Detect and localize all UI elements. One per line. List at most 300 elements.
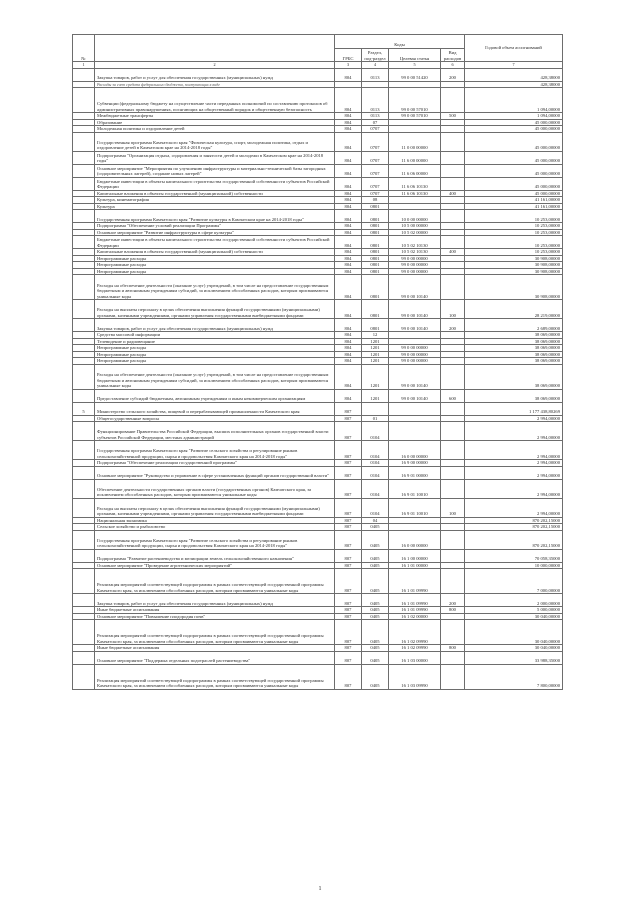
cell-vr bbox=[441, 177, 465, 190]
cell-vr: 400 bbox=[441, 190, 465, 197]
header-grbs: ГРБС bbox=[335, 48, 362, 62]
cell-grbs: 804 bbox=[335, 268, 362, 275]
cell-rz: 0801 bbox=[362, 223, 389, 230]
column-index: 1 bbox=[73, 62, 95, 69]
cell-name: Непрограммные расходы bbox=[95, 255, 335, 262]
cell-rz: 08 bbox=[362, 197, 389, 204]
cell-sum: 2 994,00000 bbox=[465, 441, 563, 460]
cell-rz bbox=[362, 402, 389, 415]
cell-rz: 0405 bbox=[362, 664, 389, 689]
cell-grbs: 804 bbox=[335, 210, 362, 223]
cell-rz: 0405 bbox=[362, 613, 389, 620]
cell-rz: 0405 bbox=[362, 645, 389, 652]
cell-num bbox=[73, 236, 95, 249]
cell-cs: 16 1 01 09990 bbox=[389, 569, 441, 594]
cell-grbs: 804 bbox=[335, 262, 362, 269]
cell-num bbox=[73, 132, 95, 151]
cell-cs: 11 6 06 00000 bbox=[389, 164, 441, 177]
cell-sum: 30 040,00000 bbox=[465, 613, 563, 620]
cell-rz: 07 bbox=[362, 119, 389, 126]
cell-rz: 0113 bbox=[362, 88, 389, 113]
table-row bbox=[73, 466, 563, 479]
cell-grbs: 807 bbox=[335, 594, 362, 607]
cell-rz: 12 bbox=[362, 332, 389, 339]
cell-cs: 16 0 00 00000 bbox=[389, 530, 441, 549]
cell-name: Иные бюджетные ассигнования bbox=[95, 645, 335, 652]
column-index: 4 bbox=[362, 62, 389, 69]
cell-sum: 10 253,00000 bbox=[465, 236, 563, 249]
table-row bbox=[73, 210, 563, 223]
cell-grbs: 807 bbox=[335, 517, 362, 524]
cell-vr: 100 bbox=[441, 300, 465, 319]
cell-rz: 04 bbox=[362, 517, 389, 524]
cell-name: Реализация мероприятий соответствующей подпрограммы в рамках соответствующей государственной программы Камчатского края, за исключением обособленных расходов, которым присваиваются уникальные коды bbox=[95, 664, 335, 689]
cell-sum: 2 994,00000 bbox=[465, 479, 563, 498]
cell-cs: 16 9 01 00000 bbox=[389, 466, 441, 479]
cell-sum: 70 058,35000 bbox=[465, 549, 563, 562]
table-row bbox=[73, 569, 563, 594]
cell-sum: 41 161,00000 bbox=[465, 203, 563, 210]
cell-name: Основное мероприятие "Развитие инфраструктуры в сфере культуры" bbox=[95, 229, 335, 236]
cell-name: Культура bbox=[95, 203, 335, 210]
cell-name: Реализация мероприятий соответствующей подпрограммы в рамках соответствующей государственной программы Камчатского края, за исключением обособленных расходов, которым присваиваются уникальные коды bbox=[95, 620, 335, 645]
cell-vr: 100 bbox=[441, 498, 465, 517]
cell-rz: 0405 bbox=[362, 569, 389, 594]
cell-grbs: 804 bbox=[335, 197, 362, 204]
cell-sum: 7 000,00000 bbox=[465, 569, 563, 594]
cell-name: Национальная экономика bbox=[95, 517, 335, 524]
cell-cs: 99 0 00 00000 bbox=[389, 268, 441, 275]
cell-vr bbox=[441, 402, 465, 415]
cell-rz: 0707 bbox=[362, 177, 389, 190]
cell-sum: 45 000,00000 bbox=[465, 177, 563, 190]
cell-sum: 30 908,00000 bbox=[465, 255, 563, 262]
cell-vr bbox=[441, 164, 465, 177]
cell-vr bbox=[441, 466, 465, 479]
cell-num bbox=[73, 210, 95, 223]
cell-cs: 10 5 00 00000 bbox=[389, 223, 441, 230]
cell-sum: 10 253,00000 bbox=[465, 249, 563, 256]
cell-vr bbox=[441, 132, 465, 151]
cell-vr: 600 bbox=[441, 389, 465, 402]
cell-cs: 16 1 01 00000 bbox=[389, 562, 441, 569]
cell-name: Иные бюджетные ассигнования bbox=[95, 607, 335, 614]
cell-cs bbox=[389, 402, 441, 415]
cell-name: Обеспечение деятельности государственных органов власти (государственных органов) Камчатского края, за исключением обособленных расходов, которым присваиваются уникальные коды bbox=[95, 479, 335, 498]
cell-rz: 0801 bbox=[362, 210, 389, 223]
cell-rz: 0405 bbox=[362, 562, 389, 569]
cell-num bbox=[73, 275, 95, 300]
cell-cs: 11 0 00 00000 bbox=[389, 132, 441, 151]
cell-rz: 0801 bbox=[362, 203, 389, 210]
cell-rz: 0405 bbox=[362, 607, 389, 614]
cell-vr: 800 bbox=[441, 645, 465, 652]
cell-name: Подпрограмма "Обеспечение условий реализации Программы" bbox=[95, 223, 335, 230]
cell-rz: 0104 bbox=[362, 479, 389, 498]
cell-rz: 0801 bbox=[362, 255, 389, 262]
header-num: № bbox=[73, 35, 95, 62]
cell-name: Расходы на выплаты персоналу в целях обеспечения выполнения функций государственными (муниципальными) органами, казенными учреждениями, органами управления государственными внебюджетными фондами bbox=[95, 300, 335, 319]
header-sum: Годовой объем ассигнований bbox=[465, 35, 563, 62]
cell-rz: 1201 bbox=[362, 338, 389, 345]
cell-name: Подпрограмма "Развитие растениеводства и мелиорации земель сельскохозяйственного назначения" bbox=[95, 549, 335, 562]
cell-name: Расходы на обеспечение деятельности (оказание услуг) учреждений, в том числе на предоставление государственным бюджетным и автономным учреждениям субсидий, за исключением обособленных расходов, которым присваиваются уникальные коды bbox=[95, 364, 335, 389]
table-row bbox=[73, 177, 563, 190]
cell-vr: 800 bbox=[441, 607, 465, 614]
column-index: 2 bbox=[95, 62, 335, 69]
table-row bbox=[73, 620, 563, 645]
cell-rz: 0801 bbox=[362, 275, 389, 300]
cell-grbs: 807 bbox=[335, 607, 362, 614]
table-row bbox=[73, 651, 563, 664]
cell-grbs: 804 bbox=[335, 88, 362, 113]
cell-name: Сельское хозяйство и рыболовство bbox=[95, 524, 335, 531]
cell-sum: 33 988,35000 bbox=[465, 651, 563, 664]
table-row bbox=[73, 402, 563, 415]
cell-num bbox=[73, 549, 95, 562]
cell-grbs: 807 bbox=[335, 441, 362, 460]
table-row bbox=[73, 319, 563, 332]
cell-sum: 1 177 438,80269 bbox=[465, 402, 563, 415]
cell-sum: 870 202,15000 bbox=[465, 517, 563, 524]
cell-grbs: 807 bbox=[335, 498, 362, 517]
cell-sum: 38 069,00000 bbox=[465, 364, 563, 389]
header-cs: Целевая статья bbox=[389, 48, 441, 62]
cell-rz: 0104 bbox=[362, 466, 389, 479]
budget-table bbox=[72, 34, 563, 690]
table-row bbox=[73, 151, 563, 164]
cell-name: Предоставление субсидий бюджетным, автономным учреждениям и иным некоммерческим организациям bbox=[95, 389, 335, 402]
cell-sum: 870 202,15000 bbox=[465, 524, 563, 531]
cell-sum: 2 994,00000 bbox=[465, 415, 563, 422]
cell-sum: 38 069,00000 bbox=[465, 358, 563, 365]
cell-grbs: 807 bbox=[335, 460, 362, 467]
cell-num bbox=[73, 177, 95, 190]
cell-cs: 99 0 00 51420 bbox=[389, 68, 441, 81]
cell-num bbox=[73, 498, 95, 517]
cell-cs: 11 6 06 10130 bbox=[389, 177, 441, 190]
cell-grbs: 807 bbox=[335, 524, 362, 531]
cell-grbs: 804 bbox=[335, 338, 362, 345]
cell-grbs: 804 bbox=[335, 389, 362, 402]
cell-sum: 7 800,00000 bbox=[465, 664, 563, 689]
cell-grbs: 804 bbox=[335, 132, 362, 151]
cell-rz: 1201 bbox=[362, 364, 389, 389]
cell-rz: 1201 bbox=[362, 358, 389, 365]
cell-rz: 0405 bbox=[362, 524, 389, 531]
cell-grbs: 804 bbox=[335, 275, 362, 300]
cell-vr: 400 bbox=[441, 249, 465, 256]
table-row bbox=[73, 479, 563, 498]
cell-sum: 10 253,00000 bbox=[465, 210, 563, 223]
table-row bbox=[73, 236, 563, 249]
cell-sum: 10 000,00000 bbox=[465, 562, 563, 569]
cell-sum: 30 040,00000 bbox=[465, 645, 563, 652]
cell-cs: 10 5 02 10130 bbox=[389, 236, 441, 249]
cell-name: Непрограммные расходы bbox=[95, 262, 335, 269]
cell-sum: 5 000,00000 bbox=[465, 607, 563, 614]
table-row bbox=[73, 664, 563, 689]
cell-cs: 99 0 00 00000 bbox=[389, 255, 441, 262]
cell-vr bbox=[441, 549, 465, 562]
cell-sum: 45 000,00000 bbox=[465, 119, 563, 126]
cell-rz: 0707 bbox=[362, 126, 389, 133]
cell-grbs: 807 bbox=[335, 466, 362, 479]
cell-grbs: 804 bbox=[335, 164, 362, 177]
cell-num bbox=[73, 569, 95, 594]
table-row bbox=[73, 300, 563, 319]
cell-sum: 45 000,00000 bbox=[465, 151, 563, 164]
cell-cs: 16 0 00 00000 bbox=[389, 441, 441, 460]
column-index: 6 bbox=[441, 62, 465, 69]
cell-vr bbox=[441, 569, 465, 594]
cell-sum: 428,38000 bbox=[465, 68, 563, 81]
cell-cs: 10 5 02 10130 bbox=[389, 249, 441, 256]
cell-name: Подпрограмма "Обеспечение реализации государственной программы" bbox=[95, 460, 335, 467]
cell-rz: 0707 bbox=[362, 164, 389, 177]
cell-cs: 99 0 00 10140 bbox=[389, 300, 441, 319]
table-row bbox=[73, 132, 563, 151]
table-row bbox=[73, 389, 563, 402]
cell-sum: 1 094,00000 bbox=[465, 88, 563, 113]
cell-grbs: 804 bbox=[335, 113, 362, 120]
cell-grbs: 807 bbox=[335, 415, 362, 422]
cell-sum: 428,38000 bbox=[465, 81, 563, 88]
cell-cs: 99 0 00 10140 bbox=[389, 364, 441, 389]
cell-cs: 16 1 00 00000 bbox=[389, 549, 441, 562]
cell-grbs: 807 bbox=[335, 562, 362, 569]
table-row bbox=[73, 68, 563, 81]
cell-cs: 99 0 00 00000 bbox=[389, 345, 441, 352]
cell-vr bbox=[441, 530, 465, 549]
cell-name: Образование bbox=[95, 119, 335, 126]
cell-sum: 2 000,00000 bbox=[465, 594, 563, 607]
cell-grbs: 804 bbox=[335, 68, 362, 81]
cell-rz: 0801 bbox=[362, 300, 389, 319]
cell-name: Основное мероприятие "Поддержка отдельных подотраслей растениеводства" bbox=[95, 651, 335, 664]
cell-sum: 2 994,00000 bbox=[465, 422, 563, 441]
cell-sum: 1 094,00000 bbox=[465, 113, 563, 120]
cell-grbs: 807 bbox=[335, 613, 362, 620]
cell-grbs: 804 bbox=[335, 229, 362, 236]
cell-rz: 0104 bbox=[362, 422, 389, 441]
cell-rz: 0707 bbox=[362, 132, 389, 151]
cell-rz: 0801 bbox=[362, 249, 389, 256]
cell-sum: 2 689,00000 bbox=[465, 319, 563, 332]
cell-cs: 10 5 02 00000 bbox=[389, 229, 441, 236]
cell-rz: 0707 bbox=[362, 151, 389, 164]
cell-grbs: 804 bbox=[335, 358, 362, 365]
cell-num bbox=[73, 151, 95, 164]
cell-name: Молодежная политика и оздоровление детей bbox=[95, 126, 335, 133]
cell-vr bbox=[441, 664, 465, 689]
cell-rz: 0405 bbox=[362, 594, 389, 607]
cell-name: Расходы на выплаты персоналу в целях обеспечения выполнения функций государственными (муниципальными) органами, казенными учреждениями, органами управления государственными внебюджетными фондами bbox=[95, 498, 335, 517]
cell-vr bbox=[441, 88, 465, 113]
cell-rz: 0405 bbox=[362, 549, 389, 562]
cell-cs: 16 1 02 09990 bbox=[389, 620, 441, 645]
cell-cs: 11 6 00 00000 bbox=[389, 151, 441, 164]
cell-vr bbox=[441, 151, 465, 164]
table-body bbox=[73, 68, 563, 689]
cell-num bbox=[73, 651, 95, 664]
cell-grbs: 807 bbox=[335, 422, 362, 441]
cell-grbs: 804 bbox=[335, 223, 362, 230]
table-header bbox=[73, 35, 563, 69]
cell-sum: 2 994,00000 bbox=[465, 466, 563, 479]
cell-cs: 16 1 02 00000 bbox=[389, 613, 441, 620]
cell-rz: 0405 bbox=[362, 530, 389, 549]
table-row bbox=[73, 441, 563, 460]
cell-name: Государственная программа Камчатского края "Физическая культура, спорт, молодежная политика, отдых и оздоровление детей в Камчатском крае на 2014-2018 годы" bbox=[95, 132, 335, 151]
cell-num bbox=[73, 364, 95, 389]
cell-name: Основное мероприятие "Руководство и управление в сфере установленных функций органов государственной власти" bbox=[95, 466, 335, 479]
cell-grbs: 807 bbox=[335, 651, 362, 664]
cell-num bbox=[73, 441, 95, 460]
cell-sum: 2 994,00000 bbox=[465, 460, 563, 467]
cell-rz: 01 bbox=[362, 415, 389, 422]
cell-rz: 1201 bbox=[362, 351, 389, 358]
cell-cs: 99 0 00 57010 bbox=[389, 113, 441, 120]
column-index: 5 bbox=[389, 62, 441, 69]
cell-rz: 0104 bbox=[362, 441, 389, 460]
cell-rz: 0801 bbox=[362, 268, 389, 275]
cell-grbs: 804 bbox=[335, 151, 362, 164]
cell-cs: 16 1 03 00000 bbox=[389, 651, 441, 664]
cell-name: Государственная программа Камчатского края "Развитие культуры в Камчатском крае на 2014-2018 годы" bbox=[95, 210, 335, 223]
cell-num bbox=[73, 389, 95, 402]
cell-grbs: 804 bbox=[335, 190, 362, 197]
table-row bbox=[73, 594, 563, 607]
cell-grbs: 804 bbox=[335, 332, 362, 339]
cell-num bbox=[73, 594, 95, 607]
cell-sum: 30 908,00000 bbox=[465, 262, 563, 269]
cell-grbs: 804 bbox=[335, 300, 362, 319]
cell-sum: 2 994,00000 bbox=[465, 498, 563, 517]
cell-grbs: 804 bbox=[335, 177, 362, 190]
table-row bbox=[73, 88, 563, 113]
cell-name: Функционирование Правительства Российской Федерации, высших исполнительных органов государственной власти субъектов Российской Федерации, местных администраций bbox=[95, 422, 335, 441]
cell-vr bbox=[441, 620, 465, 645]
cell-grbs: 804 bbox=[335, 119, 362, 126]
cell-sum: 30 908,00000 bbox=[465, 275, 563, 300]
cell-sum: 45 000,00000 bbox=[465, 190, 563, 197]
cell-vr bbox=[441, 479, 465, 498]
cell-name: Подпрограмма "Организация отдыха, оздоровления и занятости детей и молодежи в Камчатском крае на 2014-2018 годы" bbox=[95, 151, 335, 164]
cell-vr: 200 bbox=[441, 594, 465, 607]
cell-name: Капитальные вложения в объекты государственной (муниципальной) собственности bbox=[95, 249, 335, 256]
cell-num bbox=[73, 664, 95, 689]
cell-sum: 38 069,00000 bbox=[465, 351, 563, 358]
cell-grbs: 804 bbox=[335, 345, 362, 352]
cell-sum: 41 161,00000 bbox=[465, 197, 563, 204]
cell-num bbox=[73, 479, 95, 498]
cell-rz: 1201 bbox=[362, 389, 389, 402]
cell-grbs: 807 bbox=[335, 569, 362, 594]
table-row bbox=[73, 364, 563, 389]
cell-num bbox=[73, 422, 95, 441]
cell-grbs: 804 bbox=[335, 249, 362, 256]
cell-vr: 200 bbox=[441, 68, 465, 81]
cell-name: Межбюджетные трансферты bbox=[95, 113, 335, 120]
cell-grbs: 807 bbox=[335, 530, 362, 549]
table-row bbox=[73, 498, 563, 517]
row-note: Расходы за счет средств федерального бюджета, поступающих в виде bbox=[97, 81, 220, 87]
cell-vr bbox=[441, 275, 465, 300]
cell-rz: 0801 bbox=[362, 229, 389, 236]
cell-cs: 99 0 00 00000 bbox=[389, 351, 441, 358]
cell-name: Основное мероприятие "Проведение агротехнических мероприятий" bbox=[95, 562, 335, 569]
cell-grbs: 807 bbox=[335, 645, 362, 652]
cell-num bbox=[73, 68, 95, 81]
cell-grbs: 804 bbox=[335, 364, 362, 389]
cell-rz: 0405 bbox=[362, 651, 389, 664]
table-row bbox=[73, 530, 563, 549]
cell-grbs: 807 bbox=[335, 479, 362, 498]
cell-rz: 0113 bbox=[362, 68, 389, 81]
cell-num bbox=[73, 620, 95, 645]
cell-vr bbox=[441, 651, 465, 664]
cell-sum: 10 253,00000 bbox=[465, 229, 563, 236]
cell-cs: 16 9 01 10010 bbox=[389, 498, 441, 517]
cell-sum: 30 040,00000 bbox=[465, 620, 563, 645]
cell-name: Закупка товаров, работ и услуг для обеспечения государственных (муниципальных) нужд bbox=[95, 68, 335, 81]
cell-sum: 38 069,00000 bbox=[465, 345, 563, 352]
cell-cs: 99 0 00 10140 bbox=[389, 319, 441, 332]
cell-vr bbox=[441, 441, 465, 460]
cell-cs: 11 6 06 10130 bbox=[389, 190, 441, 197]
cell-name: Государственная программа Камчатского края "Развитие сельского хозяйства и регулирование рынков сельскохозяйственной продукции, сырья и продовольствия Камчатского края на 2014-2018 годы" bbox=[95, 441, 335, 460]
cell-name: Капитальные вложения в объекты государственной (муниципальной) собственности bbox=[95, 190, 335, 197]
cell-sum: 30 908,00000 bbox=[465, 268, 563, 275]
cell-sum: 870 202,15000 bbox=[465, 530, 563, 549]
cell-num bbox=[73, 164, 95, 177]
cell-name: Телевидение и радиовещание bbox=[95, 338, 335, 345]
cell-cs: 16 1 03 09990 bbox=[389, 664, 441, 689]
cell-vr: 500 bbox=[441, 113, 465, 120]
cell-grbs: 807 bbox=[335, 620, 362, 645]
cell-rz: 0801 bbox=[362, 262, 389, 269]
page-number: 1 bbox=[318, 886, 322, 892]
cell-cs bbox=[389, 422, 441, 441]
cell-num bbox=[73, 319, 95, 332]
cell-grbs: 807 bbox=[335, 549, 362, 562]
header-rz: Раздел, под-раздел bbox=[362, 48, 389, 62]
cell-rz: 0104 bbox=[362, 498, 389, 517]
cell-cs: 99 0 00 10140 bbox=[389, 389, 441, 402]
column-index: 3 bbox=[335, 62, 362, 69]
header-name bbox=[95, 35, 335, 62]
table-row bbox=[73, 164, 563, 177]
cell-grbs: 804 bbox=[335, 203, 362, 210]
cell-name: Непрограммные расходы bbox=[95, 358, 335, 365]
cell-grbs: 807 bbox=[335, 402, 362, 415]
cell-name: Общегосударственные вопросы bbox=[95, 415, 335, 422]
cell-name: Государственная программа Камчатского края "Развитие сельского хозяйства и регулирование рынков сельскохозяйственной продукции, сырья и продовольствия Камчатского края на 2014-2018 годы" bbox=[95, 530, 335, 549]
cell-rz: 0707 bbox=[362, 190, 389, 197]
cell-cs: 16 1 02 09990 bbox=[389, 645, 441, 652]
cell-name: Реализация мероприятий соответствующей подпрограммы в рамках соответствующей государственной программы Камчатского края, за исключением обособленных расходов, которым присваиваются уникальные коды bbox=[95, 569, 335, 594]
cell-grbs: 804 bbox=[335, 236, 362, 249]
cell-name: Закупка товаров, работ и услуг для обеспечения государственных (муниципальных) нужд bbox=[95, 319, 335, 332]
cell-name: Непрограммные расходы bbox=[95, 345, 335, 352]
cell-sum: 45 000,00000 bbox=[465, 164, 563, 177]
cell-grbs: 807 bbox=[335, 664, 362, 689]
cell-name: Основное мероприятие "Мероприятия по улучшению инфраструктуры и материально-технической базы загородных (оздоровительных лагерей), создание новых лагерей" bbox=[95, 164, 335, 177]
cell-sum: 38 069,00000 bbox=[465, 332, 563, 339]
header-codes: Коды bbox=[335, 35, 465, 49]
cell-sum: 45 000,00000 bbox=[465, 126, 563, 133]
